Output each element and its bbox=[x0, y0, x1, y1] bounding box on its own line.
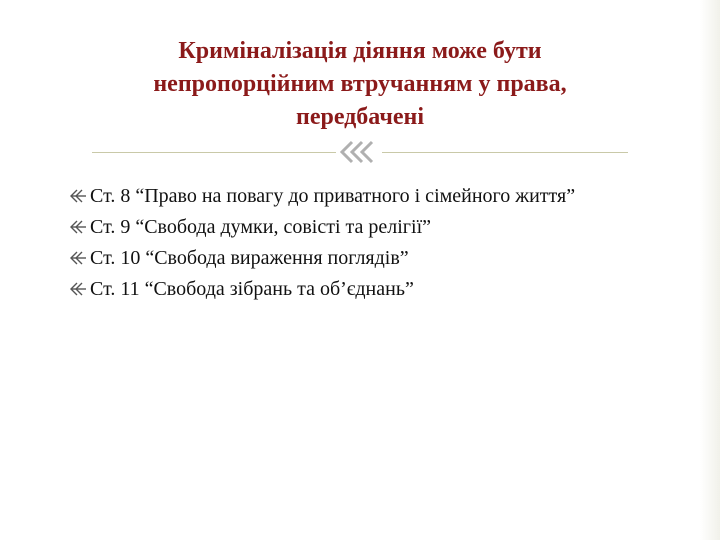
title-line-2: непропорційним втручанням у права, bbox=[153, 71, 567, 97]
list-item bbox=[68, 212, 628, 243]
slide-edge-strip bbox=[700, 0, 720, 540]
list-item-text: Ст. 10 “Свобода вираження поглядів” bbox=[90, 247, 409, 269]
slide-title bbox=[80, 35, 640, 134]
list-item-text: Ст. 8 “Право на повагу до приватного і сімейного життя” bbox=[90, 185, 576, 207]
list-item bbox=[68, 243, 628, 274]
list-item-text: Ст. 11 “Свобода зібрань та об’єднань” bbox=[90, 278, 414, 300]
title-line-3: передбачені bbox=[295, 104, 425, 130]
chevron-arrow-bullet-icon bbox=[68, 189, 87, 203]
title-line-1: Криміналізація діяння може бути bbox=[178, 38, 542, 64]
list-item bbox=[68, 181, 628, 212]
list-item bbox=[68, 274, 628, 305]
chevron-arrow-bullet-icon bbox=[68, 251, 87, 265]
triple-chevron-ornament-icon bbox=[336, 139, 382, 165]
list-item-text: Ст. 9 “Свобода думки, совісті та релігії” bbox=[90, 216, 431, 238]
chevron-arrow-bullet-icon bbox=[68, 282, 87, 296]
chevron-arrow-bullet-icon bbox=[68, 220, 87, 234]
bullet-list bbox=[68, 181, 628, 305]
